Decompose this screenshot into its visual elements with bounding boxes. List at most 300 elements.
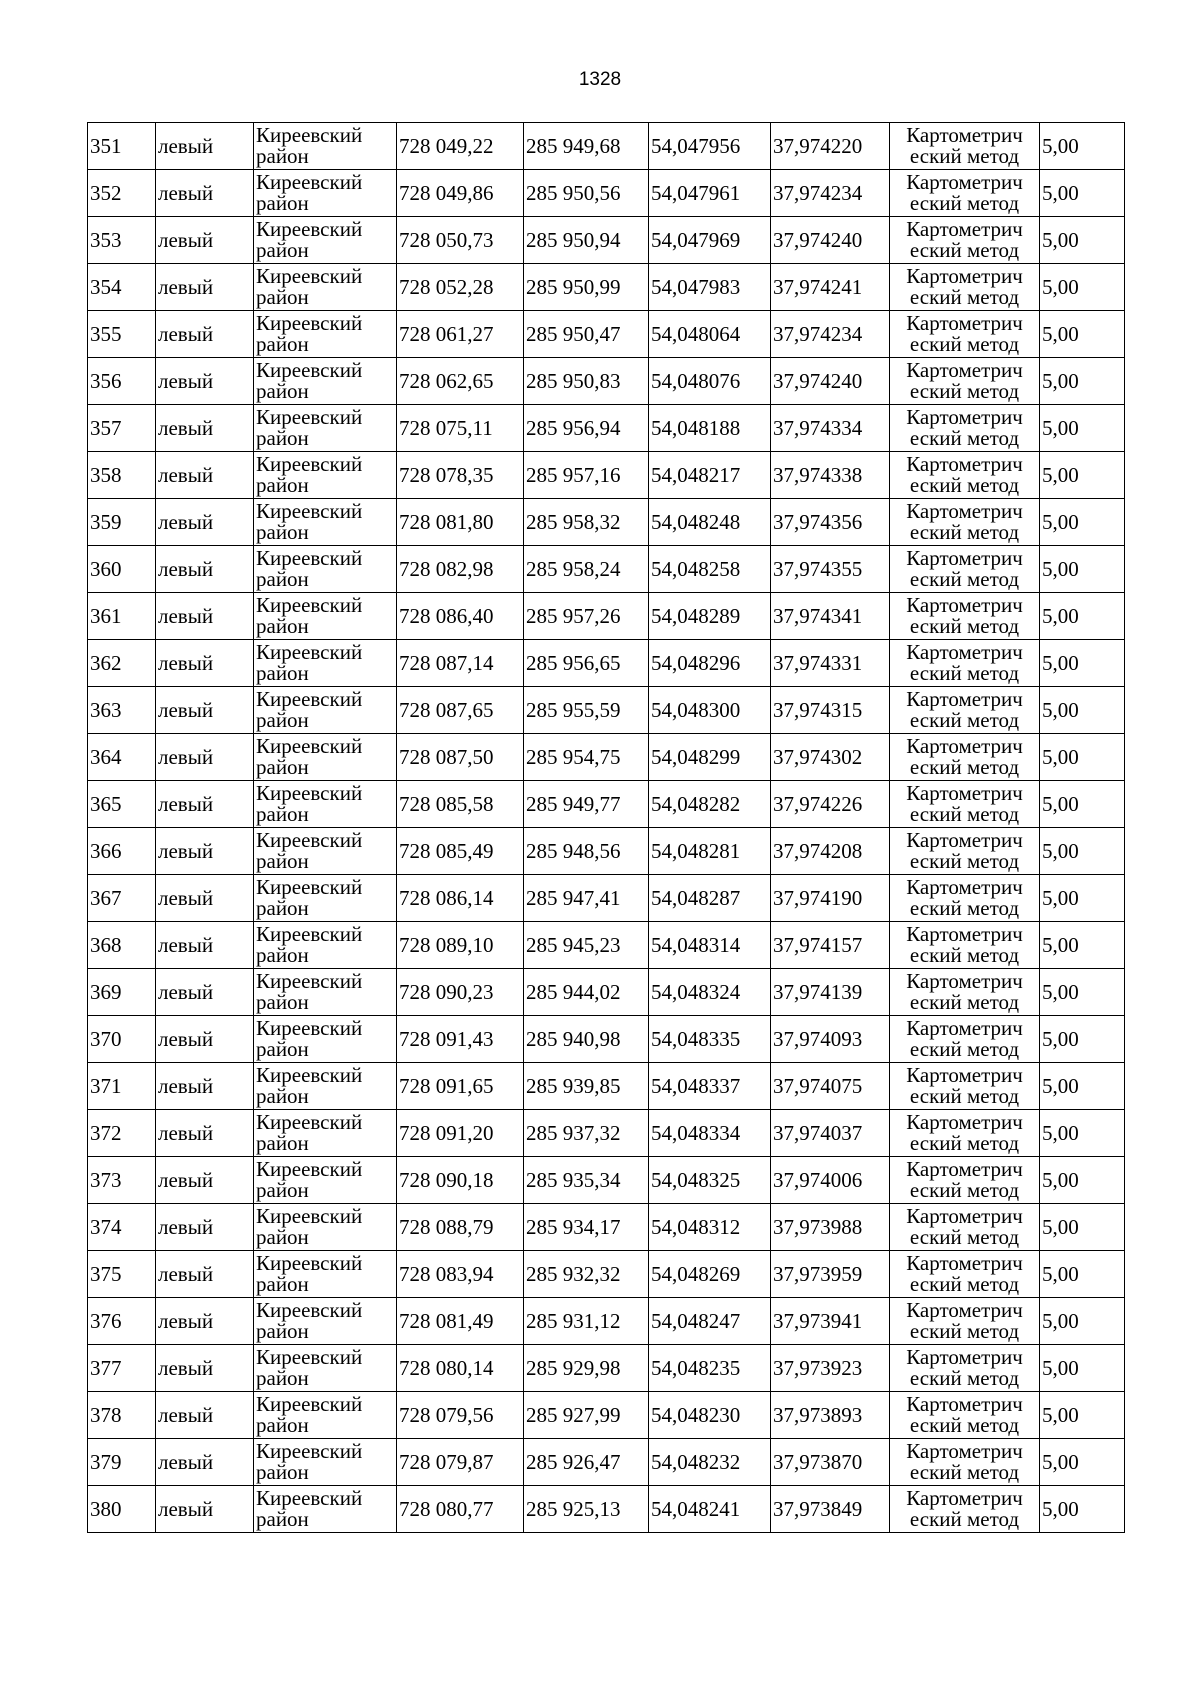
- region-line: район: [256, 1319, 309, 1343]
- region-line: Киреевский: [256, 1016, 363, 1040]
- latitude-cell: 54,048337: [649, 1063, 771, 1110]
- x-coordinate-cell: 728 087,50: [397, 734, 524, 781]
- longitude-cell: 37,974302: [771, 734, 890, 781]
- longitude-cell: 37,974006: [771, 1157, 890, 1204]
- table-row: [88, 170, 1125, 217]
- region-line: район: [256, 567, 309, 591]
- method-line: Картометрич: [906, 687, 1023, 711]
- method-cell: [890, 1204, 1040, 1251]
- y-coordinate-cell: 285 939,85: [524, 1063, 649, 1110]
- region-line: район: [256, 1366, 309, 1390]
- y-coordinate-cell: 285 958,24: [524, 546, 649, 593]
- y-coordinate-cell: 285 958,32: [524, 499, 649, 546]
- longitude-cell: 37,973923: [771, 1345, 890, 1392]
- y-coordinate-cell: 285 950,94: [524, 217, 649, 264]
- point-number-cell: 367: [88, 875, 156, 922]
- method-cell: [890, 264, 1040, 311]
- x-coordinate-cell: 728 091,20: [397, 1110, 524, 1157]
- y-coordinate-cell: 285 929,98: [524, 1345, 649, 1392]
- region-line: Киреевский: [256, 452, 363, 476]
- y-coordinate-cell: 285 955,59: [524, 687, 649, 734]
- latitude-cell: 54,048269: [649, 1251, 771, 1298]
- region-line: район: [256, 473, 309, 497]
- method-line: еский метод: [909, 332, 1020, 356]
- table-row: [88, 311, 1125, 358]
- bank-side-cell: левый: [156, 1016, 254, 1063]
- region-line: район: [256, 755, 309, 779]
- x-coordinate-cell: 728 090,23: [397, 969, 524, 1016]
- y-coordinate-cell: 285 937,32: [524, 1110, 649, 1157]
- region-line: Киреевский: [256, 922, 363, 946]
- accuracy-cell: 5,00: [1040, 217, 1125, 264]
- bank-side-cell: левый: [156, 1157, 254, 1204]
- x-coordinate-cell: 728 086,40: [397, 593, 524, 640]
- method-cell: [890, 734, 1040, 781]
- point-number-cell: 376: [88, 1298, 156, 1345]
- method-cell: [890, 687, 1040, 734]
- table-row: [88, 1439, 1125, 1486]
- accuracy-cell: 5,00: [1040, 123, 1125, 170]
- longitude-cell: 37,974341: [771, 593, 890, 640]
- y-coordinate-cell: 285 934,17: [524, 1204, 649, 1251]
- table-row: [88, 405, 1125, 452]
- x-coordinate-cell: 728 088,79: [397, 1204, 524, 1251]
- latitude-cell: 54,048232: [649, 1439, 771, 1486]
- latitude-cell: 54,048289: [649, 593, 771, 640]
- y-coordinate-cell: 285 956,94: [524, 405, 649, 452]
- region-line: Киреевский: [256, 405, 363, 429]
- region-cell: [254, 217, 397, 264]
- method-line: еский метод: [909, 1131, 1020, 1155]
- point-number-cell: 368: [88, 922, 156, 969]
- method-line: Картометрич: [906, 922, 1023, 946]
- y-coordinate-cell: 285 948,56: [524, 828, 649, 875]
- region-line: район: [256, 896, 309, 920]
- bank-side-cell: левый: [156, 1251, 254, 1298]
- point-number-cell: 357: [88, 405, 156, 452]
- method-line: Картометрич: [906, 1392, 1023, 1416]
- accuracy-cell: 5,00: [1040, 170, 1125, 217]
- x-coordinate-cell: 728 079,56: [397, 1392, 524, 1439]
- bank-side-cell: левый: [156, 311, 254, 358]
- point-number-cell: 359: [88, 499, 156, 546]
- longitude-cell: 37,974226: [771, 781, 890, 828]
- accuracy-cell: 5,00: [1040, 828, 1125, 875]
- region-cell: [254, 1110, 397, 1157]
- region-line: район: [256, 1272, 309, 1296]
- region-cell: [254, 781, 397, 828]
- longitude-cell: 37,974220: [771, 123, 890, 170]
- point-number-cell: 353: [88, 217, 156, 264]
- point-number-cell: 364: [88, 734, 156, 781]
- region-cell: [254, 828, 397, 875]
- region-cell: [254, 1157, 397, 1204]
- table-row: [88, 922, 1125, 969]
- point-number-cell: 358: [88, 452, 156, 499]
- table-row: [88, 969, 1125, 1016]
- bank-side-cell: левый: [156, 452, 254, 499]
- region-line: Киреевский: [256, 781, 363, 805]
- accuracy-cell: 5,00: [1040, 875, 1125, 922]
- method-line: Картометрич: [906, 1063, 1023, 1087]
- method-line: Картометрич: [906, 1298, 1023, 1322]
- point-number-cell: 366: [88, 828, 156, 875]
- table-row: [88, 875, 1125, 922]
- method-cell: [890, 1298, 1040, 1345]
- region-line: Киреевский: [256, 123, 363, 147]
- y-coordinate-cell: 285 950,56: [524, 170, 649, 217]
- latitude-cell: 54,048299: [649, 734, 771, 781]
- longitude-cell: 37,974241: [771, 264, 890, 311]
- y-coordinate-cell: 285 944,02: [524, 969, 649, 1016]
- bank-side-cell: левый: [156, 170, 254, 217]
- table-row: [88, 593, 1125, 640]
- x-coordinate-cell: 728 078,35: [397, 452, 524, 499]
- page-number: 1328: [578, 69, 622, 90]
- y-coordinate-cell: 285 940,98: [524, 1016, 649, 1063]
- point-number-cell: 365: [88, 781, 156, 828]
- y-coordinate-cell: 285 945,23: [524, 922, 649, 969]
- bank-side-cell: левый: [156, 687, 254, 734]
- latitude-cell: 54,048188: [649, 405, 771, 452]
- method-line: еский метод: [909, 990, 1020, 1014]
- region-cell: [254, 1298, 397, 1345]
- region-line: Киреевский: [256, 170, 363, 194]
- longitude-cell: 37,974338: [771, 452, 890, 499]
- x-coordinate-cell: 728 089,10: [397, 922, 524, 969]
- method-line: еский метод: [909, 755, 1020, 779]
- method-cell: [890, 1486, 1040, 1533]
- x-coordinate-cell: 728 080,14: [397, 1345, 524, 1392]
- region-line: район: [256, 1178, 309, 1202]
- bank-side-cell: левый: [156, 1439, 254, 1486]
- method-line: еский метод: [909, 1507, 1020, 1531]
- point-number-cell: 355: [88, 311, 156, 358]
- region-cell: [254, 734, 397, 781]
- region-cell: [254, 640, 397, 687]
- method-cell: [890, 1392, 1040, 1439]
- point-number-cell: 379: [88, 1439, 156, 1486]
- method-cell: [890, 405, 1040, 452]
- table-row: [88, 1251, 1125, 1298]
- table-row: [88, 1063, 1125, 1110]
- accuracy-cell: 5,00: [1040, 546, 1125, 593]
- x-coordinate-cell: 728 090,18: [397, 1157, 524, 1204]
- method-line: еский метод: [909, 802, 1020, 826]
- latitude-cell: 54,048325: [649, 1157, 771, 1204]
- accuracy-cell: 5,00: [1040, 734, 1125, 781]
- region-cell: [254, 264, 397, 311]
- latitude-cell: 54,047961: [649, 170, 771, 217]
- latitude-cell: 54,048235: [649, 1345, 771, 1392]
- accuracy-cell: 5,00: [1040, 1016, 1125, 1063]
- x-coordinate-cell: 728 085,49: [397, 828, 524, 875]
- accuracy-cell: 5,00: [1040, 499, 1125, 546]
- latitude-cell: 54,048282: [649, 781, 771, 828]
- x-coordinate-cell: 728 052,28: [397, 264, 524, 311]
- method-line: Картометрич: [906, 311, 1023, 335]
- latitude-cell: 54,048335: [649, 1016, 771, 1063]
- y-coordinate-cell: 285 927,99: [524, 1392, 649, 1439]
- method-line: Картометрич: [906, 358, 1023, 382]
- latitude-cell: 54,048296: [649, 640, 771, 687]
- method-cell: [890, 170, 1040, 217]
- latitude-cell: 54,048287: [649, 875, 771, 922]
- bank-side-cell: левый: [156, 922, 254, 969]
- accuracy-cell: 5,00: [1040, 1486, 1125, 1533]
- table-body: [88, 123, 1125, 1533]
- point-number-cell: 351: [88, 123, 156, 170]
- bank-side-cell: левый: [156, 499, 254, 546]
- region-line: район: [256, 1460, 309, 1484]
- y-coordinate-cell: 285 932,32: [524, 1251, 649, 1298]
- region-line: Киреевский: [256, 499, 363, 523]
- region-line: Киреевский: [256, 1345, 363, 1369]
- accuracy-cell: 5,00: [1040, 311, 1125, 358]
- region-cell: [254, 1063, 397, 1110]
- bank-side-cell: левый: [156, 1345, 254, 1392]
- region-line: Киреевский: [256, 593, 363, 617]
- longitude-cell: 37,974139: [771, 969, 890, 1016]
- method-line: еский метод: [909, 1084, 1020, 1108]
- point-number-cell: 370: [88, 1016, 156, 1063]
- point-number-cell: 374: [88, 1204, 156, 1251]
- accuracy-cell: 5,00: [1040, 1345, 1125, 1392]
- y-coordinate-cell: 285 954,75: [524, 734, 649, 781]
- y-coordinate-cell: 285 926,47: [524, 1439, 649, 1486]
- x-coordinate-cell: 728 086,14: [397, 875, 524, 922]
- region-line: Киреевский: [256, 640, 363, 664]
- accuracy-cell: 5,00: [1040, 358, 1125, 405]
- table-row: [88, 781, 1125, 828]
- region-line: район: [256, 943, 309, 967]
- method-line: Картометрич: [906, 1345, 1023, 1369]
- x-coordinate-cell: 728 082,98: [397, 546, 524, 593]
- region-line: Киреевский: [256, 1063, 363, 1087]
- method-line: Картометрич: [906, 1204, 1023, 1228]
- bank-side-cell: левый: [156, 1486, 254, 1533]
- y-coordinate-cell: 285 949,77: [524, 781, 649, 828]
- method-line: еский метод: [909, 661, 1020, 685]
- method-line: Картометрич: [906, 734, 1023, 758]
- region-line: район: [256, 285, 309, 309]
- bank-side-cell: левый: [156, 1063, 254, 1110]
- region-line: район: [256, 520, 309, 544]
- table-row: [88, 264, 1125, 311]
- longitude-cell: 37,973941: [771, 1298, 890, 1345]
- point-number-cell: 360: [88, 546, 156, 593]
- region-line: Киреевский: [256, 1251, 363, 1275]
- table-row: [88, 1392, 1125, 1439]
- table-row: [88, 499, 1125, 546]
- method-line: еский метод: [909, 1037, 1020, 1061]
- region-line: район: [256, 990, 309, 1014]
- region-cell: [254, 593, 397, 640]
- method-line: еский метод: [909, 144, 1020, 168]
- method-cell: [890, 1251, 1040, 1298]
- method-line: Картометрич: [906, 1157, 1023, 1181]
- longitude-cell: 37,974240: [771, 358, 890, 405]
- accuracy-cell: 5,00: [1040, 452, 1125, 499]
- longitude-cell: 37,974234: [771, 311, 890, 358]
- longitude-cell: 37,973959: [771, 1251, 890, 1298]
- latitude-cell: 54,048300: [649, 687, 771, 734]
- method-line: Картометрич: [906, 969, 1023, 993]
- y-coordinate-cell: 285 956,65: [524, 640, 649, 687]
- x-coordinate-cell: 728 087,14: [397, 640, 524, 687]
- table-row: [88, 1157, 1125, 1204]
- method-line: еский метод: [909, 285, 1020, 309]
- region-line: Киреевский: [256, 687, 363, 711]
- method-cell: [890, 452, 1040, 499]
- region-line: район: [256, 614, 309, 638]
- method-line: еский метод: [909, 238, 1020, 262]
- accuracy-cell: 5,00: [1040, 1392, 1125, 1439]
- latitude-cell: 54,048230: [649, 1392, 771, 1439]
- longitude-cell: 37,974331: [771, 640, 890, 687]
- bank-side-cell: левый: [156, 1298, 254, 1345]
- region-line: район: [256, 802, 309, 826]
- method-line: еский метод: [909, 1413, 1020, 1437]
- region-line: Киреевский: [256, 217, 363, 241]
- bank-side-cell: левый: [156, 1110, 254, 1157]
- region-cell: [254, 405, 397, 452]
- coordinates-table: [87, 122, 1125, 1533]
- y-coordinate-cell: 285 925,13: [524, 1486, 649, 1533]
- region-line: Киреевский: [256, 1486, 363, 1510]
- table-row: [88, 1298, 1125, 1345]
- bank-side-cell: левый: [156, 734, 254, 781]
- x-coordinate-cell: 728 050,73: [397, 217, 524, 264]
- region-line: район: [256, 332, 309, 356]
- longitude-cell: 37,974355: [771, 546, 890, 593]
- point-number-cell: 373: [88, 1157, 156, 1204]
- method-line: еский метод: [909, 520, 1020, 544]
- longitude-cell: 37,974190: [771, 875, 890, 922]
- method-cell: [890, 1439, 1040, 1486]
- longitude-cell: 37,973870: [771, 1439, 890, 1486]
- method-cell: [890, 828, 1040, 875]
- method-cell: [890, 593, 1040, 640]
- method-line: Картометрич: [906, 452, 1023, 476]
- x-coordinate-cell: 728 049,22: [397, 123, 524, 170]
- x-coordinate-cell: 728 081,49: [397, 1298, 524, 1345]
- method-cell: [890, 358, 1040, 405]
- bank-side-cell: левый: [156, 1392, 254, 1439]
- bank-side-cell: левый: [156, 217, 254, 264]
- region-cell: [254, 1251, 397, 1298]
- x-coordinate-cell: 728 075,11: [397, 405, 524, 452]
- region-line: район: [256, 1507, 309, 1531]
- table-row: [88, 546, 1125, 593]
- region-line: район: [256, 1131, 309, 1155]
- y-coordinate-cell: 285 931,12: [524, 1298, 649, 1345]
- point-number-cell: 362: [88, 640, 156, 687]
- method-line: Картометрич: [906, 1439, 1023, 1463]
- bank-side-cell: левый: [156, 546, 254, 593]
- method-cell: [890, 217, 1040, 264]
- x-coordinate-cell: 728 091,43: [397, 1016, 524, 1063]
- latitude-cell: 54,048281: [649, 828, 771, 875]
- region-cell: [254, 875, 397, 922]
- method-line: еский метод: [909, 426, 1020, 450]
- x-coordinate-cell: 728 079,87: [397, 1439, 524, 1486]
- y-coordinate-cell: 285 950,47: [524, 311, 649, 358]
- latitude-cell: 54,048241: [649, 1486, 771, 1533]
- table-row: [88, 1345, 1125, 1392]
- point-number-cell: 372: [88, 1110, 156, 1157]
- method-line: Картометрич: [906, 593, 1023, 617]
- method-line: Картометрич: [906, 1251, 1023, 1275]
- method-cell: [890, 922, 1040, 969]
- region-line: Киреевский: [256, 1392, 363, 1416]
- accuracy-cell: 5,00: [1040, 593, 1125, 640]
- region-cell: [254, 311, 397, 358]
- y-coordinate-cell: 285 950,83: [524, 358, 649, 405]
- region-line: район: [256, 379, 309, 403]
- region-cell: [254, 452, 397, 499]
- method-cell: [890, 123, 1040, 170]
- accuracy-cell: 5,00: [1040, 1204, 1125, 1251]
- method-cell: [890, 1345, 1040, 1392]
- region-line: район: [256, 1413, 309, 1437]
- table-row: [88, 217, 1125, 264]
- table-row: [88, 687, 1125, 734]
- longitude-cell: 37,974075: [771, 1063, 890, 1110]
- region-line: район: [256, 849, 309, 873]
- method-cell: [890, 311, 1040, 358]
- longitude-cell: 37,974315: [771, 687, 890, 734]
- latitude-cell: 54,048312: [649, 1204, 771, 1251]
- region-cell: [254, 1016, 397, 1063]
- region-cell: [254, 546, 397, 593]
- table-row: [88, 828, 1125, 875]
- accuracy-cell: 5,00: [1040, 1298, 1125, 1345]
- bank-side-cell: левый: [156, 1204, 254, 1251]
- table-row: [88, 123, 1125, 170]
- region-cell: [254, 922, 397, 969]
- method-cell: [890, 875, 1040, 922]
- latitude-cell: 54,048314: [649, 922, 771, 969]
- bank-side-cell: левый: [156, 123, 254, 170]
- region-line: Киреевский: [256, 1110, 363, 1134]
- point-number-cell: 380: [88, 1486, 156, 1533]
- accuracy-cell: 5,00: [1040, 1110, 1125, 1157]
- y-coordinate-cell: 285 947,41: [524, 875, 649, 922]
- region-line: Киреевский: [256, 734, 363, 758]
- method-line: еский метод: [909, 473, 1020, 497]
- region-line: Киреевский: [256, 1157, 363, 1181]
- latitude-cell: 54,048258: [649, 546, 771, 593]
- region-cell: [254, 1486, 397, 1533]
- accuracy-cell: 5,00: [1040, 687, 1125, 734]
- bank-side-cell: левый: [156, 593, 254, 640]
- method-line: Картометрич: [906, 123, 1023, 147]
- bank-side-cell: левый: [156, 358, 254, 405]
- y-coordinate-cell: 285 950,99: [524, 264, 649, 311]
- y-coordinate-cell: 285 957,16: [524, 452, 649, 499]
- region-line: район: [256, 1084, 309, 1108]
- region-cell: [254, 1345, 397, 1392]
- x-coordinate-cell: 728 091,65: [397, 1063, 524, 1110]
- method-cell: [890, 1110, 1040, 1157]
- method-line: Картометрич: [906, 499, 1023, 523]
- accuracy-cell: 5,00: [1040, 1251, 1125, 1298]
- method-line: Картометрич: [906, 781, 1023, 805]
- longitude-cell: 37,974234: [771, 170, 890, 217]
- method-line: Картометрич: [906, 546, 1023, 570]
- region-line: Киреевский: [256, 969, 363, 993]
